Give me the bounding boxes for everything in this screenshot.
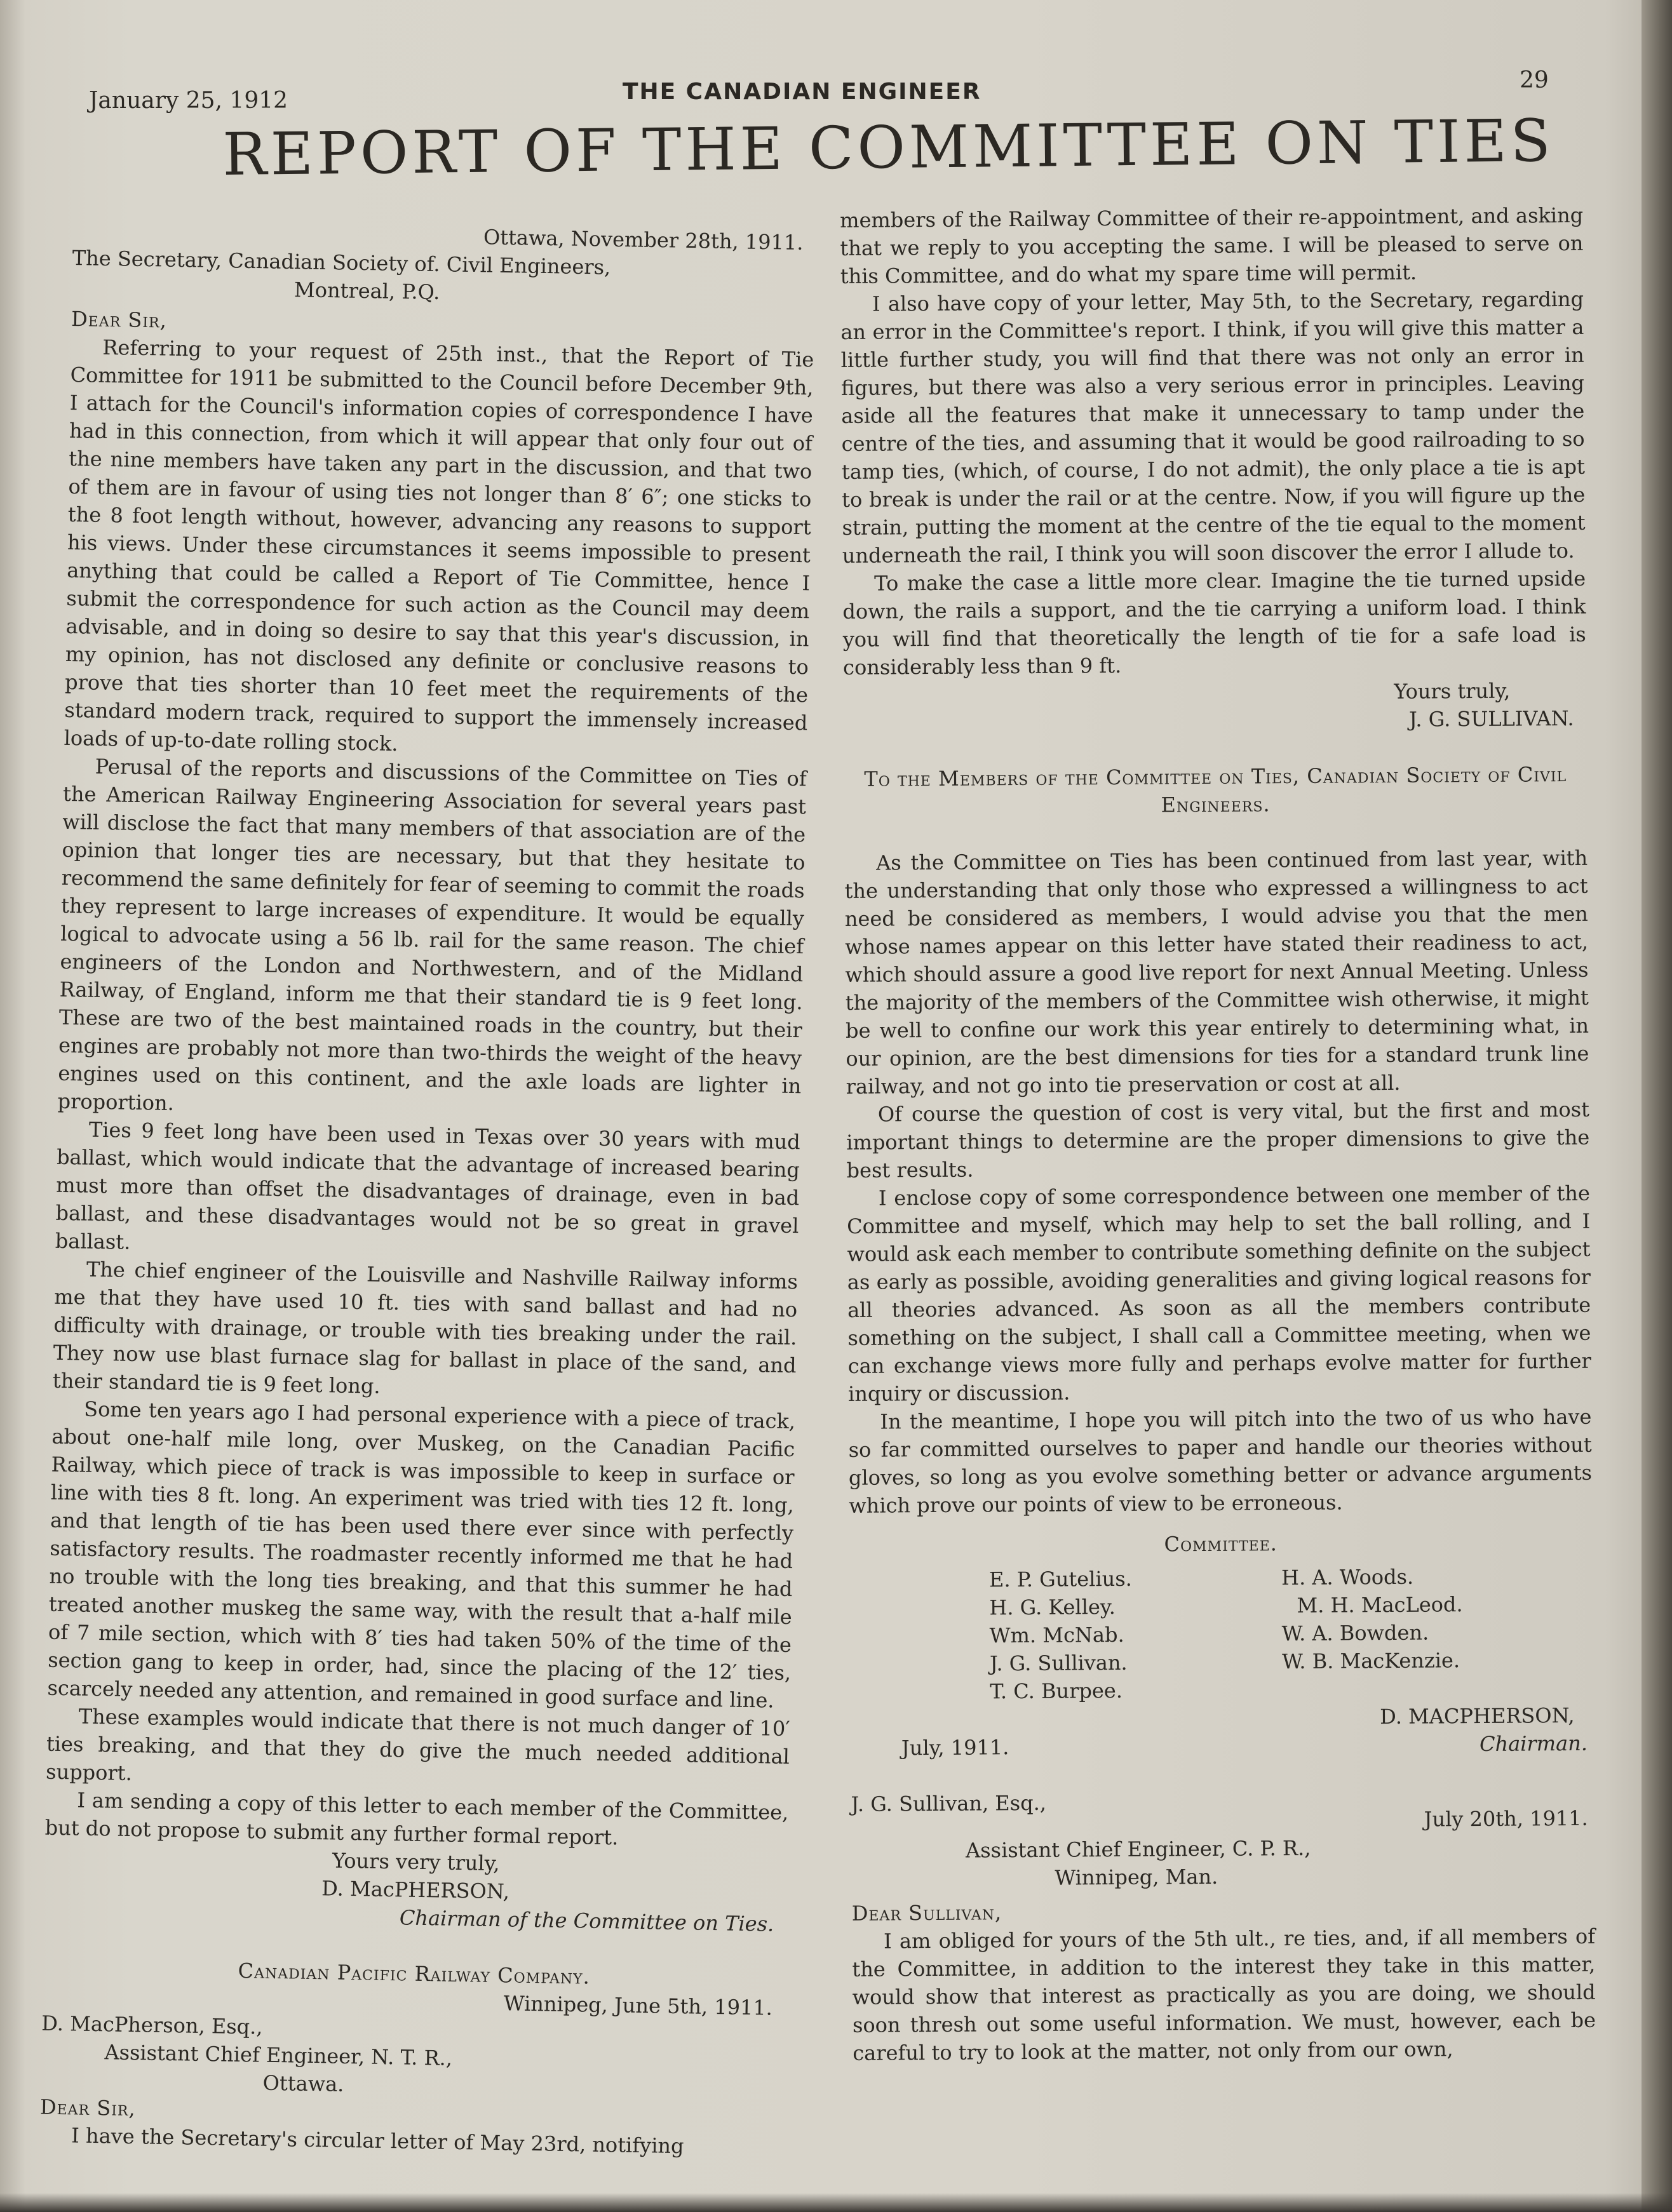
addressee-title: Assistant Chief Engineer, N. T. R., [104,2040,453,2070]
header-page-number: 29 [1520,67,1549,93]
paragraph: In the meantime, I hope you will pitch into the two of us who have so far committed ourselves to paper and handle our theories without gloves, so long as you evolve something better or advance arguments which prove our points of view to be erroneous. [848,1404,1593,1518]
chairman-title: Chairman. [1479,1731,1588,1757]
salutation: Dear Sullivan, [851,1900,1002,1926]
committee-member: M. H. MacLeod. [1297,1592,1463,1618]
paragraph: I enclose copy of some correspondence between one member of the Committee and myself, which may help to set the ball rolling, and I would ask each member to contribute something definite on the subject as early as possible, avoiding generalities and giving logical reasons for all theories advanced. As soon as all the members contribute something on the subject, I shall call a Committee meeting, when we can exchange views more fully and perhaps evolve matter for further inquiry or discussion. [847,1181,1591,1406]
letter-signer: D. MacPHERSON, [321,1876,510,1904]
addressee-and-date-line [851,1785,1594,1837]
paragraph: Perusal of the reports and discussions of the Committee on Ties of the American Railway Engineering Association for several years past will disclose the fact that many members of that association are of the opinion that longer ties are necessary, but that they hesitate to recommend the same definitely for fear of seeming to commit the roads they represent to large increases of expenditure. It would be equally logical to advocate using a 56 lb. rail for the same reason. The chief engineers of the London and Northwestern, and of the Midland Railway, of England, inform me that their standard tie is 9 feet long. These are two of the best maintained roads in the country, but their engines are probably not more than two-thirds the weight of the heavy engines used on this continent, and the axle loads are lighter in proportion. [57,754,807,1115]
salutation: Dear Sir, [39,2095,137,2121]
committee-member: Wm. McNab. [989,1622,1124,1648]
committee-label: Committee. [1164,1531,1278,1557]
committee-member: H. A. Woods. [1281,1564,1414,1590]
committee-member: E. P. Gutelius. [988,1566,1132,1592]
binding-spine [1642,0,1672,2212]
letter-signer: J. G. SULLIVAN. [1408,706,1574,732]
paragraph: Ties 9 feet long have been used in Texas over 30 years with mud ballast, which would indicate that the advantage of increased bearing must more than offset the disadvantages of drainage, even in bad ballast, and these disadvantages would not be so great in gravel ballast. [55,1117,801,1254]
paragraph: To make the case a little more clear. Imagine the tie turned upside down, the rails a support, and the tie carrying a uniform load. I think you will find that theoretically the length of tie for a safe load is considerably less than 9 ft. [842,566,1586,680]
left-column [39,216,816,2162]
addressee-name: J. G. Sullivan, Esq., [851,1790,1047,1816]
letter-closing: Yours truly, [1394,678,1511,704]
dateline: July 20th, 1911. [1424,1806,1588,1832]
date-and-title-line [851,1729,1594,1762]
committee-column-1 [989,1564,1283,1705]
paragraph: I have the Secretary's circular letter of May 23rd, notifying [71,2123,684,2159]
addressee-name: D. MacPherson, Esq., [41,2011,263,2039]
committee-member: H. G. Kelley. [989,1595,1116,1620]
committee-column-2 [1281,1562,1499,1703]
paragraph: As the Committee on Ties has been continued from last year, with the understanding that only those who expressed a willingness to act need be considered as members, I would advise you that the men whose names appear on this letter have stated their readiness to act, which should assure a good live report for next Annual Meeting. Unless the majority of the members of the Committee wish otherwise, it might be well to confine our work this year entirely to determining what, in our opinion, are the best dimensions for ties for a standard trunk line railway, and not go into tie preservation or cost at all. [844,845,1589,1099]
paragraph: I am sending a copy of this letter to each member of the Committee, but do not propose to submit any further formal report. [44,1788,789,1850]
dateline: Winnipeg, June 5th, 1911. [503,1991,773,2020]
paragraph: I also have copy of your letter, May 5th, to the Secretary, regarding an error in the Committee's report. I think, if you will give this matter a little further study, you will find that there was not only an error in figures, but there was also a very serious error in principles. Leaving aside all the features that make it unnecessary to tamp under the centre of the ties, and assuming that it would be good railroading to so tamp ties, (which, of course, I do not admit), the only place a tie is apt to break is under the rail or at the centre. Now, if you will figure up the strain, putting the moment at the centre of the tie equal to the moment underneath the rail, I think you will soon discover the error I allude to. [840,286,1586,568]
addressee-city: Ottawa. [262,2070,344,2096]
addressee-line: The Secretary, Canadian Society of. Civil Engineers, [72,245,611,279]
paragraph: Referring to your request of 25th inst., that the Report of Tie Committee for 1911 be submitted to the Council before December 9th, I attach for the Council's information copies of correspondence I have had in this connection, from which it will appear that only four out of the nine members have taken any part in the discussion, and that two of them are in favour of using ties not longer than 8′ 6″; one sticks to the 8 foot length without, however, advancing any reasons to support his views. Under these circumstances it seems impossible to present anything that could be called a Report of Tie Committee, hence I submit the correspondence for such action as the Council may deem advisable, and in doing so desire to say that this year's discussion, in my opinion, has not disclosed any definite or conclusive reasons to prove that ties shorter than 10 feet meet the requirements of the standard modern track, required to support the immensely increased loads of up-to-date rolling stock. [64,335,814,756]
signer-title: Chairman of the Committee on Ties. [399,1905,774,1936]
page-edge-shadow [0,0,25,2212]
committee-member-list [989,1562,1499,1706]
memo-heading: To the Members of the Committee on Ties, Canadian Society of Civil Engineers. [864,762,1567,817]
chairman-name: D. MACPHERSON, [1380,1703,1575,1729]
committee-member: T. C. Burpee. [990,1678,1123,1704]
addressee-city: Montreal, P.Q. [293,278,440,305]
paragraph: These examples would indicate that there is not much danger of 10′ ties breaking, and that they do give the much needed additional support. [45,1704,790,1785]
committee-member: W. A. Bowden. [1281,1620,1429,1646]
right-column [840,201,1596,2067]
header-date: January 25, 1912 [89,88,288,114]
committee-member: W. B. MacKenzie. [1281,1648,1460,1674]
addressee-city: Winnipeg, Man. [1055,1864,1218,1890]
paragraph: The chief engineer of the Louisville and Nashville Railway informs me that they have used 10 ft. ties with sand ballast and had no difficulty with drainage, or trouble with ties breaking under the rail. They now use blast furnace slag for ballast in place of the sand, and their standard tie is 9 feet long. [52,1257,799,1398]
letter-closing: Yours very truly, [332,1848,500,1876]
paragraph: I am obliged for yours of the 5th ult., re ties, and, if all members of the Committee, in addition to the interest they take in this matter, would show that interest as practically as you are doing, we should soon thresh out some useful information. We must, however, each be careful to try to look at the matter, not only from our own, [852,1924,1596,2065]
company-name: Canadian Pacific Railway Company. [238,1958,591,1989]
salutation: Dear Sir, [71,306,168,333]
page-bottom-shadow [0,2193,1672,2212]
dateline: Ottawa, November 28th, 1911. [483,225,804,255]
committee-member: J. G. Sullivan. [989,1650,1128,1676]
article-title: REPORT OF THE COMMITTEE ON TIES [222,107,1555,189]
paragraph: members of the Railway Committee of their re-appointment, and asking that we reply to you accepting the same. I will be pleased to serve on this Committee, and do what my spare time will permit. [840,203,1584,288]
addressee-title: Assistant Chief Engineer, C. P. R., [965,1835,1311,1863]
paragraph: Of course the question of cost is very vital, but the first and most important things to determine are the proper dimensions to give the best results. [846,1097,1590,1183]
header-journal-title: THE CANADIAN ENGINEER [623,79,981,105]
memo-date: July, 1911. [901,1735,1009,1760]
paragraph: Some ten years ago I had personal experience with a piece of track, about one-half mile long, over Muskeg, on the Canadian Pacific Railway, which piece of track is was impossible to keep in surface or line with ties 8 ft. long. An experiment was tried with ties 12 ft. long, and that length of tie has been used there ever since with perfectly satisfactory results. The roadmaster recently informed me that he had no trouble with the long ties breaking, and that this summer he had treated another muskeg the same way, with the result that a-half mile of 7 mile section, which with 8′ ties had taken 50% of the time of the section gang to keep in order, had, since the placing of the 12′ ties, scarcely needed any attention, and remained in good surface and line. [47,1397,796,1713]
